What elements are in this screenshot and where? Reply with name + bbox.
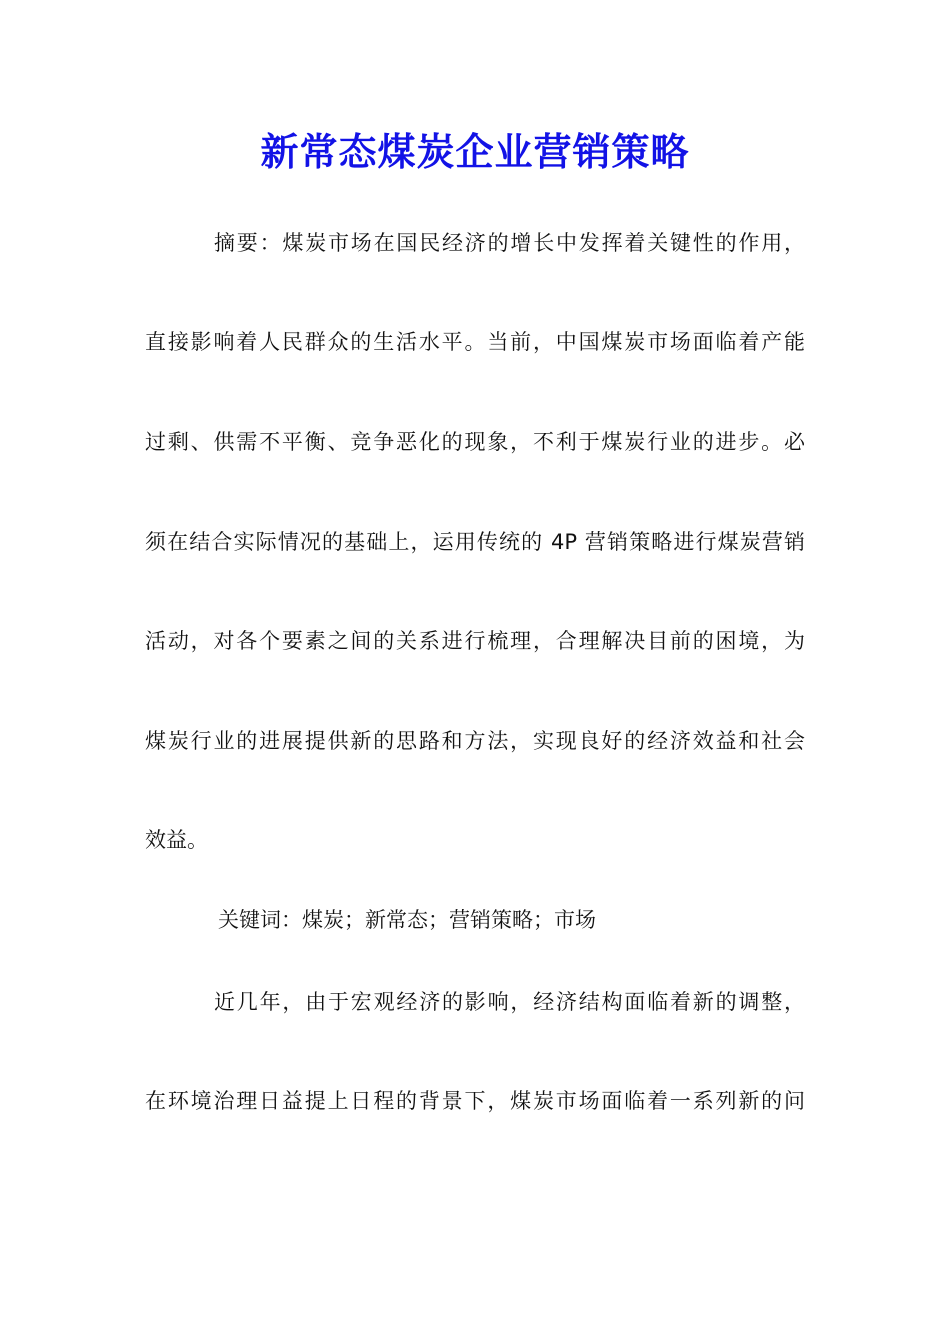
abstract-line: 煤炭行业的进展提供新的思路和方法，实现良好的经济效益和社会 bbox=[145, 729, 805, 753]
document-title: 新常态煤炭企业营销策略 bbox=[260, 129, 690, 174]
body-line: 在环境治理日益提上日程的背景下，煤炭市场面临着一系列新的问 bbox=[145, 1089, 805, 1113]
abstract-line: 须在结合实际情况的基础上，运用传统的 4P 营销策略进行煤炭营销 bbox=[145, 530, 805, 554]
abstract-line: 直接影响着人民群众的生活水平。当前，中国煤炭市场面临着产能 bbox=[145, 330, 805, 354]
abstract-line: 摘要：煤炭市场在国民经济的增长中发挥着关键性的作用， bbox=[214, 231, 805, 255]
abstract-line: 过剩、供需不平衡、竞争恶化的现象，不利于煤炭行业的进步。必 bbox=[145, 430, 805, 454]
abstract-line: 效益。 bbox=[145, 828, 208, 852]
body-line: 近几年，由于宏观经济的影响，经济结构面临着新的调整， bbox=[214, 990, 805, 1014]
keywords-line: 关键词：煤炭；新常态；营销策略；市场 bbox=[218, 908, 596, 932]
abstract-line: 活动，对各个要素之间的关系进行梳理，合理解决目前的困境，为 bbox=[145, 629, 805, 653]
